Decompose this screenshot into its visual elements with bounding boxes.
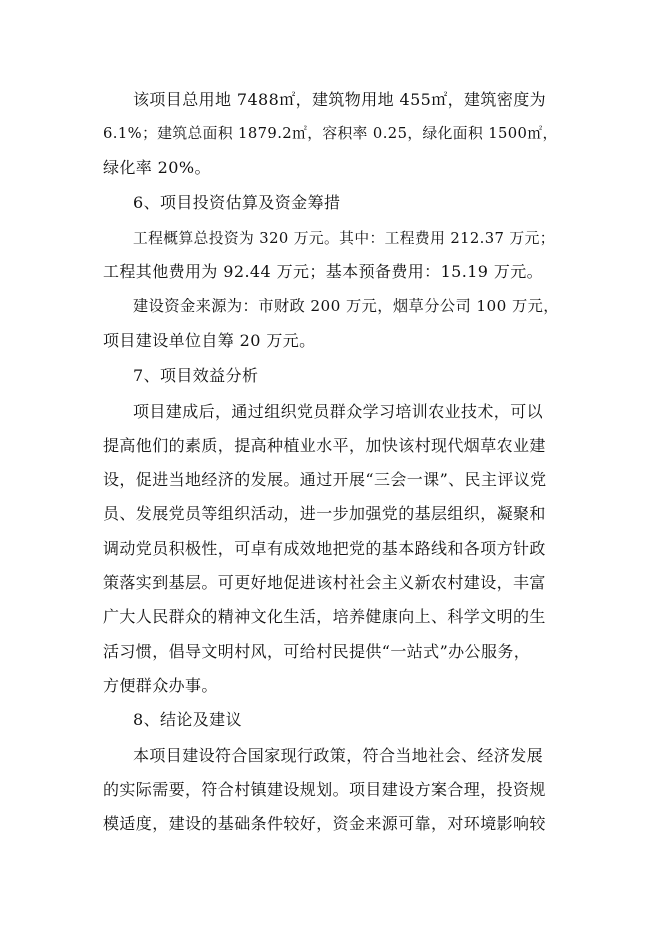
paragraph-4-line-5: 调动党员积极性，可卓有成效地把党的基本路线和各项方针政 <box>103 539 546 558</box>
paragraph-4-line-6: 策落实到基层。可更好地促进该村社会主义新农村建设，丰富 <box>103 573 546 592</box>
section-heading-7: 7、项目效益分析 <box>133 366 259 385</box>
paragraph-4-line-7: 广大人民群众的精神文化生活，培养健康向上、科学文明的生 <box>103 607 546 626</box>
paragraph-4-line-8: 活习惯，倡导文明村风，可给村民提供“一站式”办公服务， <box>103 642 531 661</box>
paragraph-1-line-2: 6.1%；建筑总面积 1879.2㎡，容积率 0.25，绿化面积 1500㎡， <box>103 125 558 142</box>
paragraph-5-line-3: 模适度，建设的基础条件较好，资金来源可靠，对环境影响较 <box>103 814 546 833</box>
paragraph-3-line-2: 项目建设单位自筹 20 万元。 <box>103 331 316 350</box>
paragraph-1-line-1: 该项目总用地 7488㎡，建筑物用地 455㎡，建筑密度为 <box>133 90 547 109</box>
paragraph-2-line-1: 工程概算总投资为 320 万元。其中：工程费用 212.37 万元； <box>133 230 555 247</box>
section-heading-6: 6、项目投资估算及资金筹措 <box>133 193 341 212</box>
paragraph-4-line-3: 设，促进当地经济的发展。通过开展“三会一课”、民主评议党 <box>103 470 547 489</box>
section-heading-8: 8、结论及建议 <box>133 710 242 729</box>
paragraph-3-line-1: 建设资金来源为：市财政 200 万元，烟草分公司 100 万元， <box>133 297 559 315</box>
paragraph-1-line-3: 绿化率 20%。 <box>103 158 211 177</box>
paragraph-4-line-1: 项目建成后，通过组织党员群众学习培训农业技术，可以 <box>133 402 544 421</box>
paragraph-5-line-2: 的实际需要，符合村镇建设规划。项目建设方案合理，投资规 <box>103 780 546 799</box>
paragraph-2-line-2: 工程其他费用为 92.44 万元；基本预备费用：15.19 万元。 <box>103 262 544 281</box>
paragraph-5-line-1: 本项目建设符合国家现行政策，符合当地社会、经济发展 <box>133 746 544 765</box>
paragraph-4-line-4: 员、发展党员等组织活动，进一步加强党的基层组织，凝聚和 <box>103 504 546 523</box>
paragraph-4-line-9: 方便群众办事。 <box>103 676 218 695</box>
paragraph-4-line-2: 提高他们的素质，提高种植业水平，加快该村现代烟草农业建 <box>103 436 546 455</box>
